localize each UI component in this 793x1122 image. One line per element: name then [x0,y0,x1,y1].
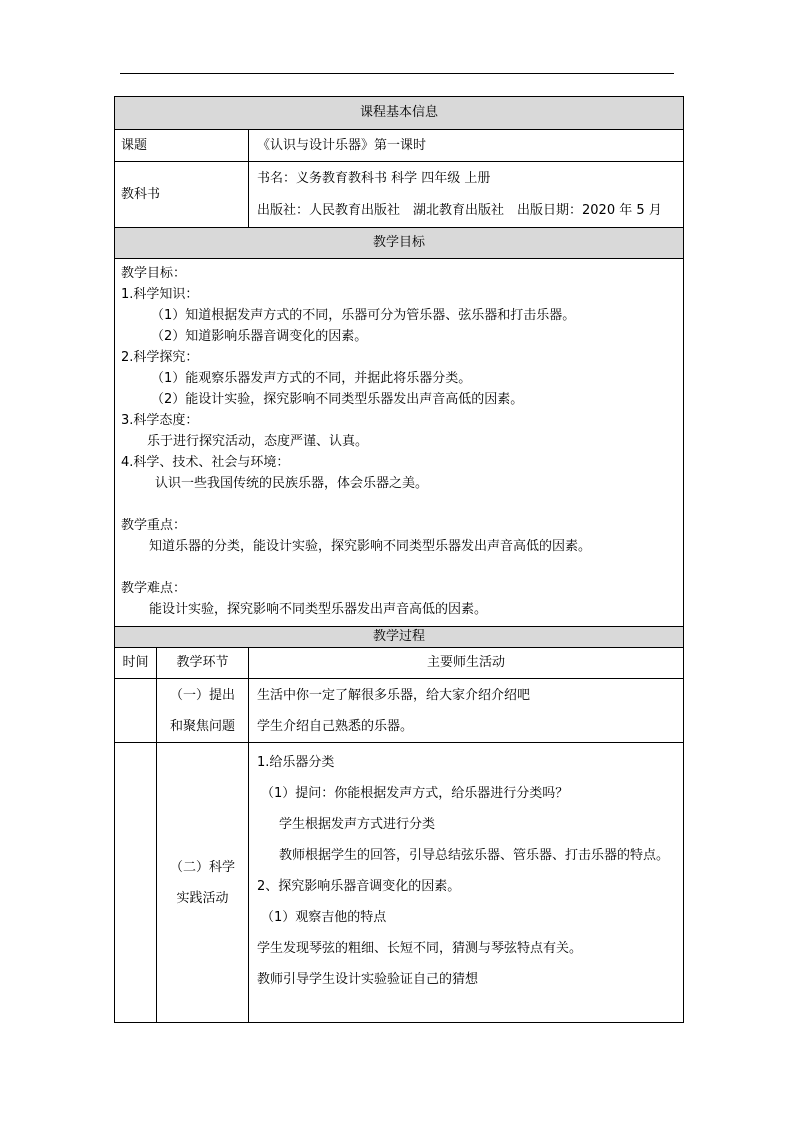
col-activity-header: 主要师生活动 [249,648,684,679]
objectives-line: （1）知道根据发声方式的不同，乐器可分为管乐器、弦乐器和打击乐器。 [151,308,576,323]
difficulty-label: 教学难点： [121,581,187,596]
row2-time [115,743,157,1023]
topic-label: 课题 [115,130,249,162]
objectives-header: 教学目标 [115,228,684,259]
row2-activity [249,743,684,1023]
objectives-line: 认识一些我国传统的民族乐器，体会乐器之美。 [155,476,429,491]
book-name-line: 书名：义务教育教科书 科学 四年级 上册 [257,170,491,186]
row2-link-line2: 实践活动 [176,890,229,906]
objectives-content [115,259,684,627]
activity-line: 学生介绍自己熟悉的乐器。 [257,719,414,734]
basic-info-header: 课程基本信息 [115,97,684,130]
key-point-label: 教学重点： [121,518,187,533]
activity-line: 学生发现琴弦的粗细、长短不同，猜测与琴弦特点有关。 [257,941,583,956]
activity-line: 1.给乐器分类 [257,755,335,770]
header-rule [120,73,674,74]
activity-line: 教师根据学生的回答，引导总结弦乐器、管乐器、打击乐器的特点。 [279,848,670,863]
objectives-line: 乐于进行探究活动，态度严谨、认真。 [147,434,369,449]
row1-link-line1: （一）提出 [169,687,235,703]
row2-link-line1: （二）科学 [169,859,235,875]
row1-link-line2: 和聚焦问题 [169,718,235,734]
activity-line: 生活中你一定了解很多乐器，给大家介绍介绍吧 [257,688,531,703]
process-header: 教学过程 [115,627,684,648]
objectives-line: 2.科学探究： [121,350,199,365]
publisher-line: 出版社：人民教育出版社 湖北教育出版社 出版日期：2020 年 5 月 [257,202,662,218]
row1-link [157,679,249,743]
activity-line: （1）提问：你能根据发声方式，给乐器进行分类吗？ [261,786,569,801]
difficulty-text: 能设计实验，探究影响不同类型乐器发出声音高低的因素。 [149,602,488,617]
objectives-line: （1）能观察乐器发声方式的不同，并据此将乐器分类。 [151,371,472,386]
objectives-line: （2）能设计实验，探究影响不同类型乐器发出声音高低的因素。 [151,392,524,407]
activity-line: 学生根据发声方式进行分类 [279,817,436,832]
activity-line: 2、探究影响乐器音调变化的因素。 [257,879,461,894]
textbook-value [249,162,684,228]
row2-link [157,743,249,1023]
topic-value: 《认识与设计乐器》第一课时 [249,130,684,162]
objectives-line: 4.科学、技术、社会与环境： [121,455,290,470]
key-point-text: 知道乐器的分类，能设计实验，探究影响不同类型乐器发出声音高低的因素。 [149,539,592,554]
activity-line: （1）观察吉他的特点 [261,910,387,925]
objectives-line: 教学目标： [121,266,187,281]
col-link-header: 教学环节 [157,648,249,679]
lesson-plan-table [114,96,684,1023]
activity-line: 教师引导学生设计实验验证自己的猜想 [257,972,479,987]
objectives-line: 1.科学知识： [121,287,199,302]
row1-activity [249,679,684,743]
objectives-line: （2）知道影响乐器音调变化的因素。 [151,329,368,344]
row1-time [115,679,157,743]
textbook-label: 教科书 [115,162,249,228]
col-time-header: 时间 [115,648,157,679]
objectives-line: 3.科学态度： [121,413,199,428]
